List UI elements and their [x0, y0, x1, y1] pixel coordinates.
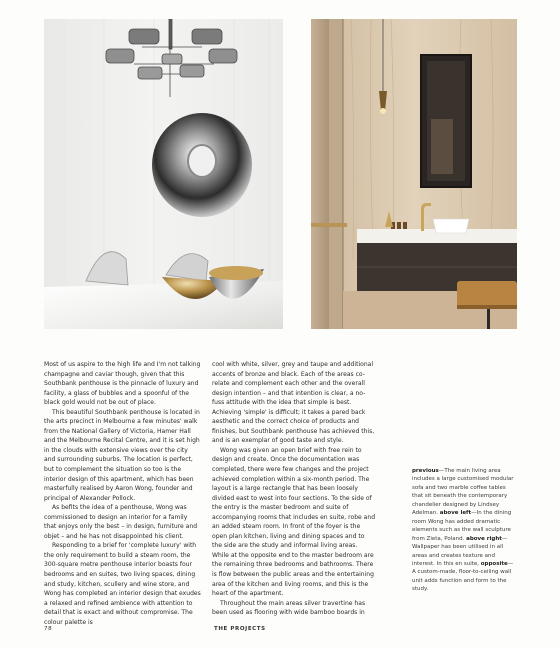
basin	[433, 219, 469, 233]
chandelier	[106, 19, 237, 97]
caption-text: —In the dining room Wong has added dramatic elements such as the wall sculpture from Zieta, Poland.	[412, 510, 512, 542]
photo-en-suite	[311, 19, 517, 329]
towel-rail	[311, 223, 347, 227]
chair-back	[86, 252, 128, 285]
body-paragraph: cool with white, silver, grey and taupe and additional accents of bronze and black. Each of the areas co-relate and complement each other and the overall design intention – and that intention is clear, a no-fuss attitude with the idea that simple is best. Achieving 'simple' is difficult; it takes a pared back aesthetic and the correct choice of products and finishes, but Southbank penthouse has achieved this, and is an exemplar of good taste and style.	[212, 361, 375, 445]
caption-label-above-left: above left	[439, 510, 472, 517]
caption-label-above-right: above right	[466, 535, 502, 542]
caption-label-opposite: opposite	[480, 560, 508, 567]
body-column-1	[44, 360, 201, 627]
body-paragraph: Most of us aspire to the high life and I'm not talking champagne and caviar though, given that this Southbank penthouse is the pinnacle of luxury and facility, a glass of bubbles and a spoonful of the black gold would not be out of place.	[44, 361, 201, 407]
chair-back	[166, 254, 208, 281]
caption-label-previous: previous	[412, 468, 439, 474]
photo-caption	[412, 467, 516, 594]
body-paragraph: Throughout the main areas silver travertine has been used as flooring with wide bamboo boards in	[212, 599, 366, 617]
bathroom-scene-illustration	[311, 19, 517, 329]
body-paragraph: Responding to a brief for 'complete luxury' with the only requirement to build a steam room, the 300-square metre penthouse interior boasts four bedrooms and en suites, two living spaces, dining and study, kitchen, scullery and wine store, and Wong has completed an interior design that exudes a relaxed and refined ambience with attention to detail that is exact and without compromise. The colour palette is	[44, 542, 201, 626]
page-number: 78	[44, 626, 53, 632]
body-column-2	[212, 360, 376, 618]
body-paragraph: Wong was given an open brief with free rein to design and create. Once the documentation was completed, there were few changes and the project achieved completion within a six-month period. The layout is a large rectangle that has been loosely divided east to west into four sections. To the side of the entry is the master bedroom and suite of accompanying rooms that includes en suite, robe and an added steam room. In front of the foyer is the open plan kitchen, living and dining spaces and to the side are the study and informal living areas. While at the opposite end to the master bedroom are the remaining three bedrooms and bathrooms. There is flow between the public areas and the entertaining area of the kitchen and living rooms, and this is the heart of the apartment.	[212, 446, 376, 598]
dining-scene-illustration	[44, 19, 283, 329]
section-title: THE PROJECTS	[214, 626, 266, 632]
caption-text: —Wallpaper has been utilised in all areas and creates texture and interest. In this en suite,	[412, 535, 508, 567]
leather-stool	[457, 281, 517, 309]
body-paragraph: As befits the idea of a penthouse, Wong was commissioned to design an interior for a family that enjoys only the best – in design, furniture and objet – and he has not disappointed his client.	[44, 504, 198, 540]
side-wall	[311, 19, 329, 329]
photo-dining-sculpture	[44, 19, 283, 329]
caption-text: —A custom-made, floor-to-ceiling wall unit adds function and form to the study.	[412, 560, 514, 593]
caption-text: —The main living area includes a large customised modular sofa and two marble coffee tables that sit beneath the contemporary chandelier designed by Lindsey Adelman.	[412, 468, 514, 517]
body-paragraph: This beautiful Southbank penthouse is located in the arts precinct in Melbourne a few minutes' walk from the National Gallery of Victoria, Hamer Hall and the Melbourne Recital Centre, and it is set high in the clouds with extensive views over the city and surrounding suburbs. The location is perfect, but to complement the situation so too is the interior design of this apartment, which has been masterfully realised by Aaron Wong, founder and principal of Alexander Pollock.	[44, 408, 200, 502]
